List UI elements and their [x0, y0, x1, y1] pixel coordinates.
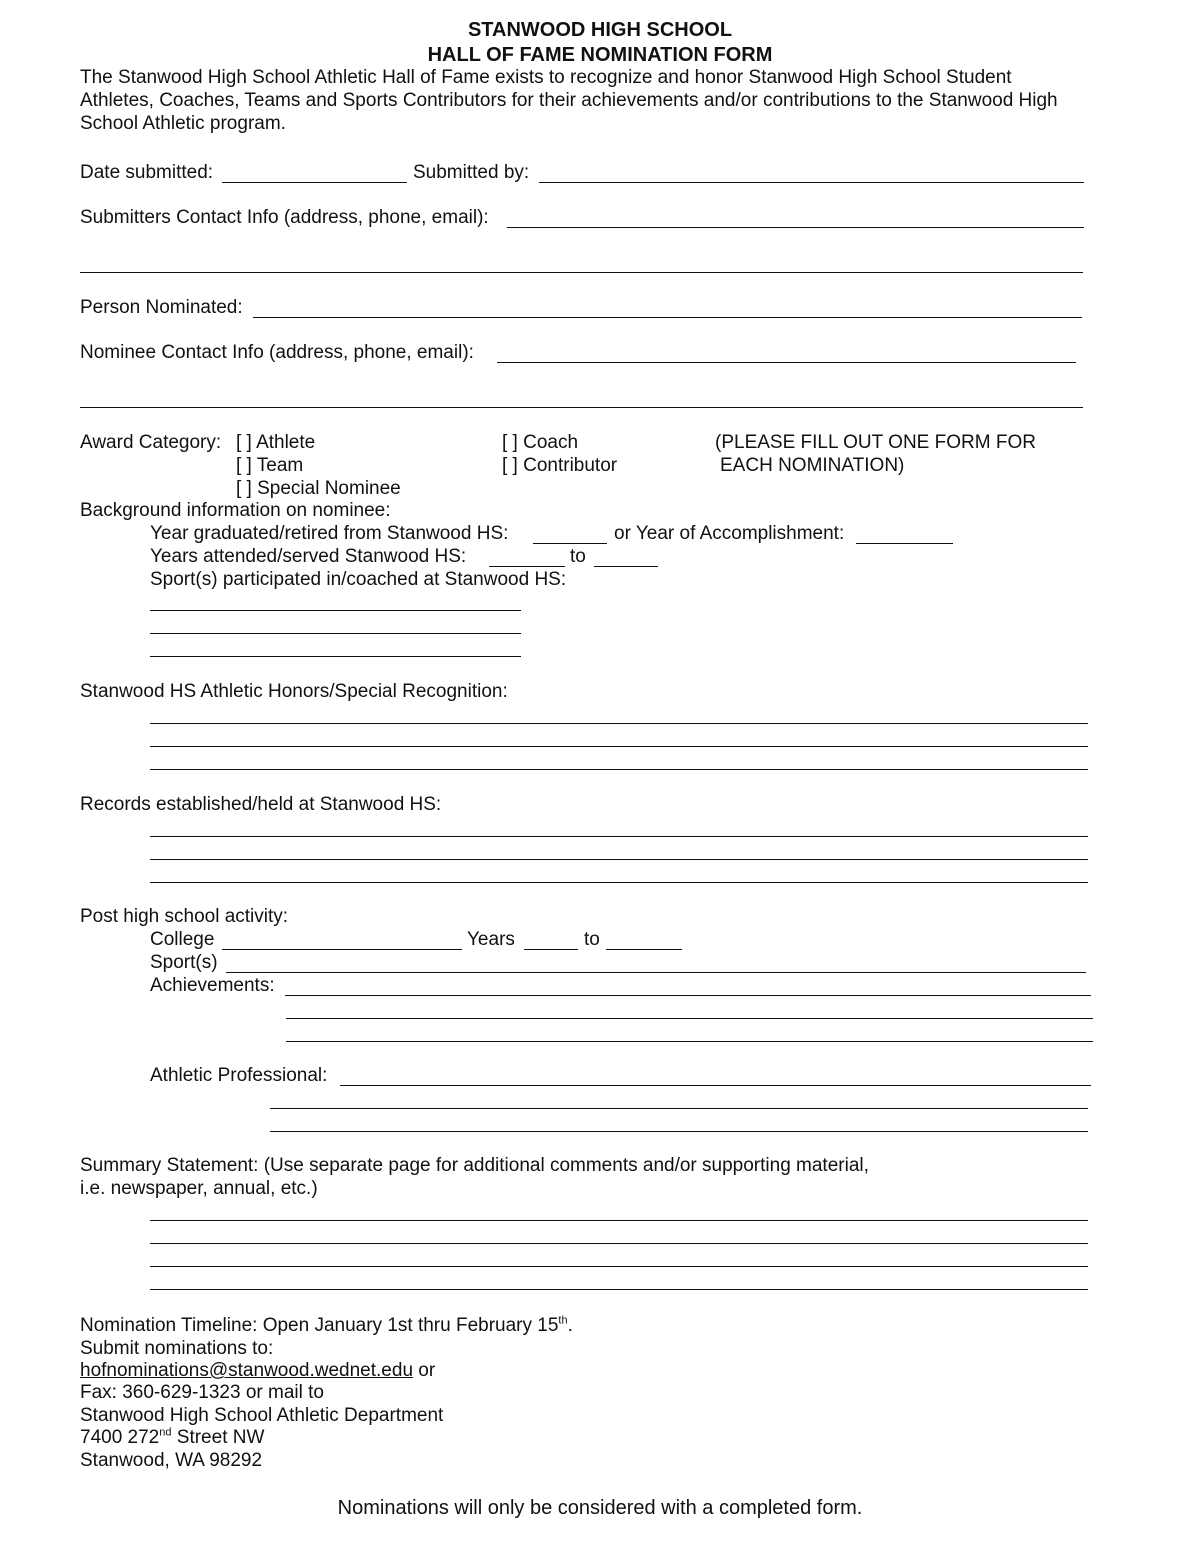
award-contributor-checkbox[interactable]: [ ] Contributor	[502, 455, 618, 476]
intro-line-2: Athletes, Coaches, Teams and Sports Contributors for their achievements and/or contributions to the Stanwood High	[80, 90, 1058, 111]
award-category-label: Award Category:	[80, 432, 222, 453]
records-line-2[interactable]	[150, 859, 1088, 860]
email-line	[80, 1360, 435, 1382]
college-line[interactable]	[222, 949, 462, 950]
years-attended-to-label: to	[570, 546, 586, 567]
award-special-checkbox[interactable]: [ ] Special Nominee	[236, 478, 401, 499]
professional-line-1[interactable]	[340, 1085, 1091, 1086]
person-nominated-label: Person Nominated:	[80, 297, 243, 318]
achievements-line-1[interactable]	[285, 995, 1091, 996]
summary-line-1[interactable]	[150, 1220, 1088, 1221]
award-athlete-checkbox[interactable]: [ ] Athlete	[236, 432, 316, 453]
award-note-line-1: (PLEASE FILL OUT ONE FORM FOR	[715, 432, 1036, 453]
years-attended-label: Years attended/served Stanwood HS:	[150, 546, 467, 567]
achievements-line-2[interactable]	[286, 1018, 1093, 1019]
nominee-contact-line-2[interactable]	[80, 407, 1083, 408]
year-graduated-line[interactable]	[533, 543, 607, 544]
submitter-contact-label: Submitters Contact Info (address, phone, email):	[80, 207, 489, 228]
award-coach-checkbox[interactable]: [ ] Coach	[502, 432, 579, 453]
sports-line-1[interactable]	[150, 610, 521, 611]
years-attended-from-line[interactable]	[489, 566, 565, 567]
street-superscript: nd	[159, 1426, 172, 1439]
summary-line-2[interactable]	[150, 1243, 1088, 1244]
summary-line-3[interactable]	[150, 1266, 1088, 1267]
submitted-by-label: Submitted by:	[413, 162, 530, 183]
submitter-contact-line[interactable]	[507, 227, 1084, 228]
professional-line-2[interactable]	[270, 1108, 1088, 1109]
department-line: Stanwood High School Athletic Department	[80, 1405, 444, 1426]
college-years-to-line[interactable]	[606, 949, 682, 950]
honors-line-3[interactable]	[150, 769, 1088, 770]
records-line-3[interactable]	[150, 882, 1088, 883]
post-hs-heading: Post high school activity:	[80, 906, 289, 927]
post-sports-label: Sport(s)	[150, 952, 218, 973]
date-submitted-label: Date submitted:	[80, 162, 214, 183]
years-attended-to-line[interactable]	[594, 566, 658, 567]
summary-label-line-1: Summary Statement: (Use separate page for additional comments and/or supporting material,	[80, 1155, 869, 1176]
street-name: Street NW	[171, 1427, 265, 1448]
sports-line-3[interactable]	[150, 656, 521, 657]
award-note-line-2: EACH NOMINATION)	[720, 455, 905, 476]
summary-label-line-2: i.e. newspaper, annual, etc.)	[80, 1178, 318, 1199]
honors-line-1[interactable]	[150, 723, 1088, 724]
timeline-period: .	[567, 1315, 573, 1336]
timeline-text: Nomination Timeline: Open January 1st thru February 15	[80, 1315, 559, 1336]
street-number: 7400 272	[80, 1427, 160, 1448]
intro-line-1: The Stanwood High School Athletic Hall of Fame exists to recognize and honor Stanwood High School Student	[80, 67, 1012, 88]
fax-line: Fax: 360-629-1323 or mail to	[80, 1382, 324, 1403]
nominee-contact-line[interactable]	[497, 362, 1076, 363]
submit-to-label: Submit nominations to:	[80, 1338, 274, 1359]
summary-line-4[interactable]	[150, 1289, 1088, 1290]
timeline-superscript: th	[558, 1314, 568, 1327]
college-years-to-label: to	[584, 929, 600, 950]
completion-notice: Nominations will only be considered with a completed form.	[337, 1497, 863, 1519]
form-title-school: STANWOOD HIGH SCHOOL	[467, 19, 733, 41]
records-label: Records established/held at Stanwood HS:	[80, 794, 442, 815]
date-submitted-line[interactable]	[222, 182, 407, 183]
city-line: Stanwood, WA 98292	[80, 1450, 263, 1471]
nominee-contact-label: Nominee Contact Info (address, phone, email):	[80, 342, 474, 363]
sports-line-2[interactable]	[150, 633, 521, 634]
athletic-professional-label: Athletic Professional:	[150, 1065, 328, 1086]
records-line-1[interactable]	[150, 836, 1088, 837]
email-or: or	[413, 1360, 436, 1381]
submitted-by-line[interactable]	[539, 182, 1084, 183]
college-label: College	[150, 929, 215, 950]
street-line	[80, 1427, 264, 1449]
intro-line-3: School Athletic program.	[80, 113, 286, 134]
background-heading: Background information on nominee:	[80, 500, 391, 521]
award-team-checkbox[interactable]: [ ] Team	[236, 455, 304, 476]
person-nominated-line[interactable]	[253, 317, 1082, 318]
college-years-from-line[interactable]	[524, 949, 578, 950]
year-graduated-label: Year graduated/retired from Stanwood HS:	[150, 523, 509, 544]
honors-label: Stanwood HS Athletic Honors/Special Recognition:	[80, 681, 508, 702]
year-accomplishment-line[interactable]	[856, 543, 953, 544]
form-title-form: HALL OF FAME NOMINATION FORM	[427, 44, 773, 66]
honors-line-2[interactable]	[150, 746, 1088, 747]
sports-participated-label: Sport(s) participated in/coached at Stanwood HS:	[150, 569, 567, 590]
professional-line-3[interactable]	[270, 1131, 1088, 1132]
submitter-contact-line-2[interactable]	[80, 272, 1083, 273]
email-link[interactable]: hofnominations@stanwood.wednet.edu	[80, 1360, 414, 1381]
nomination-timeline	[80, 1315, 573, 1337]
year-accomplishment-label: or Year of Accomplishment:	[614, 523, 845, 544]
post-sports-line[interactable]	[226, 972, 1086, 973]
achievements-label: Achievements:	[150, 975, 275, 996]
achievements-line-3[interactable]	[286, 1041, 1093, 1042]
college-years-label: Years	[467, 929, 515, 950]
